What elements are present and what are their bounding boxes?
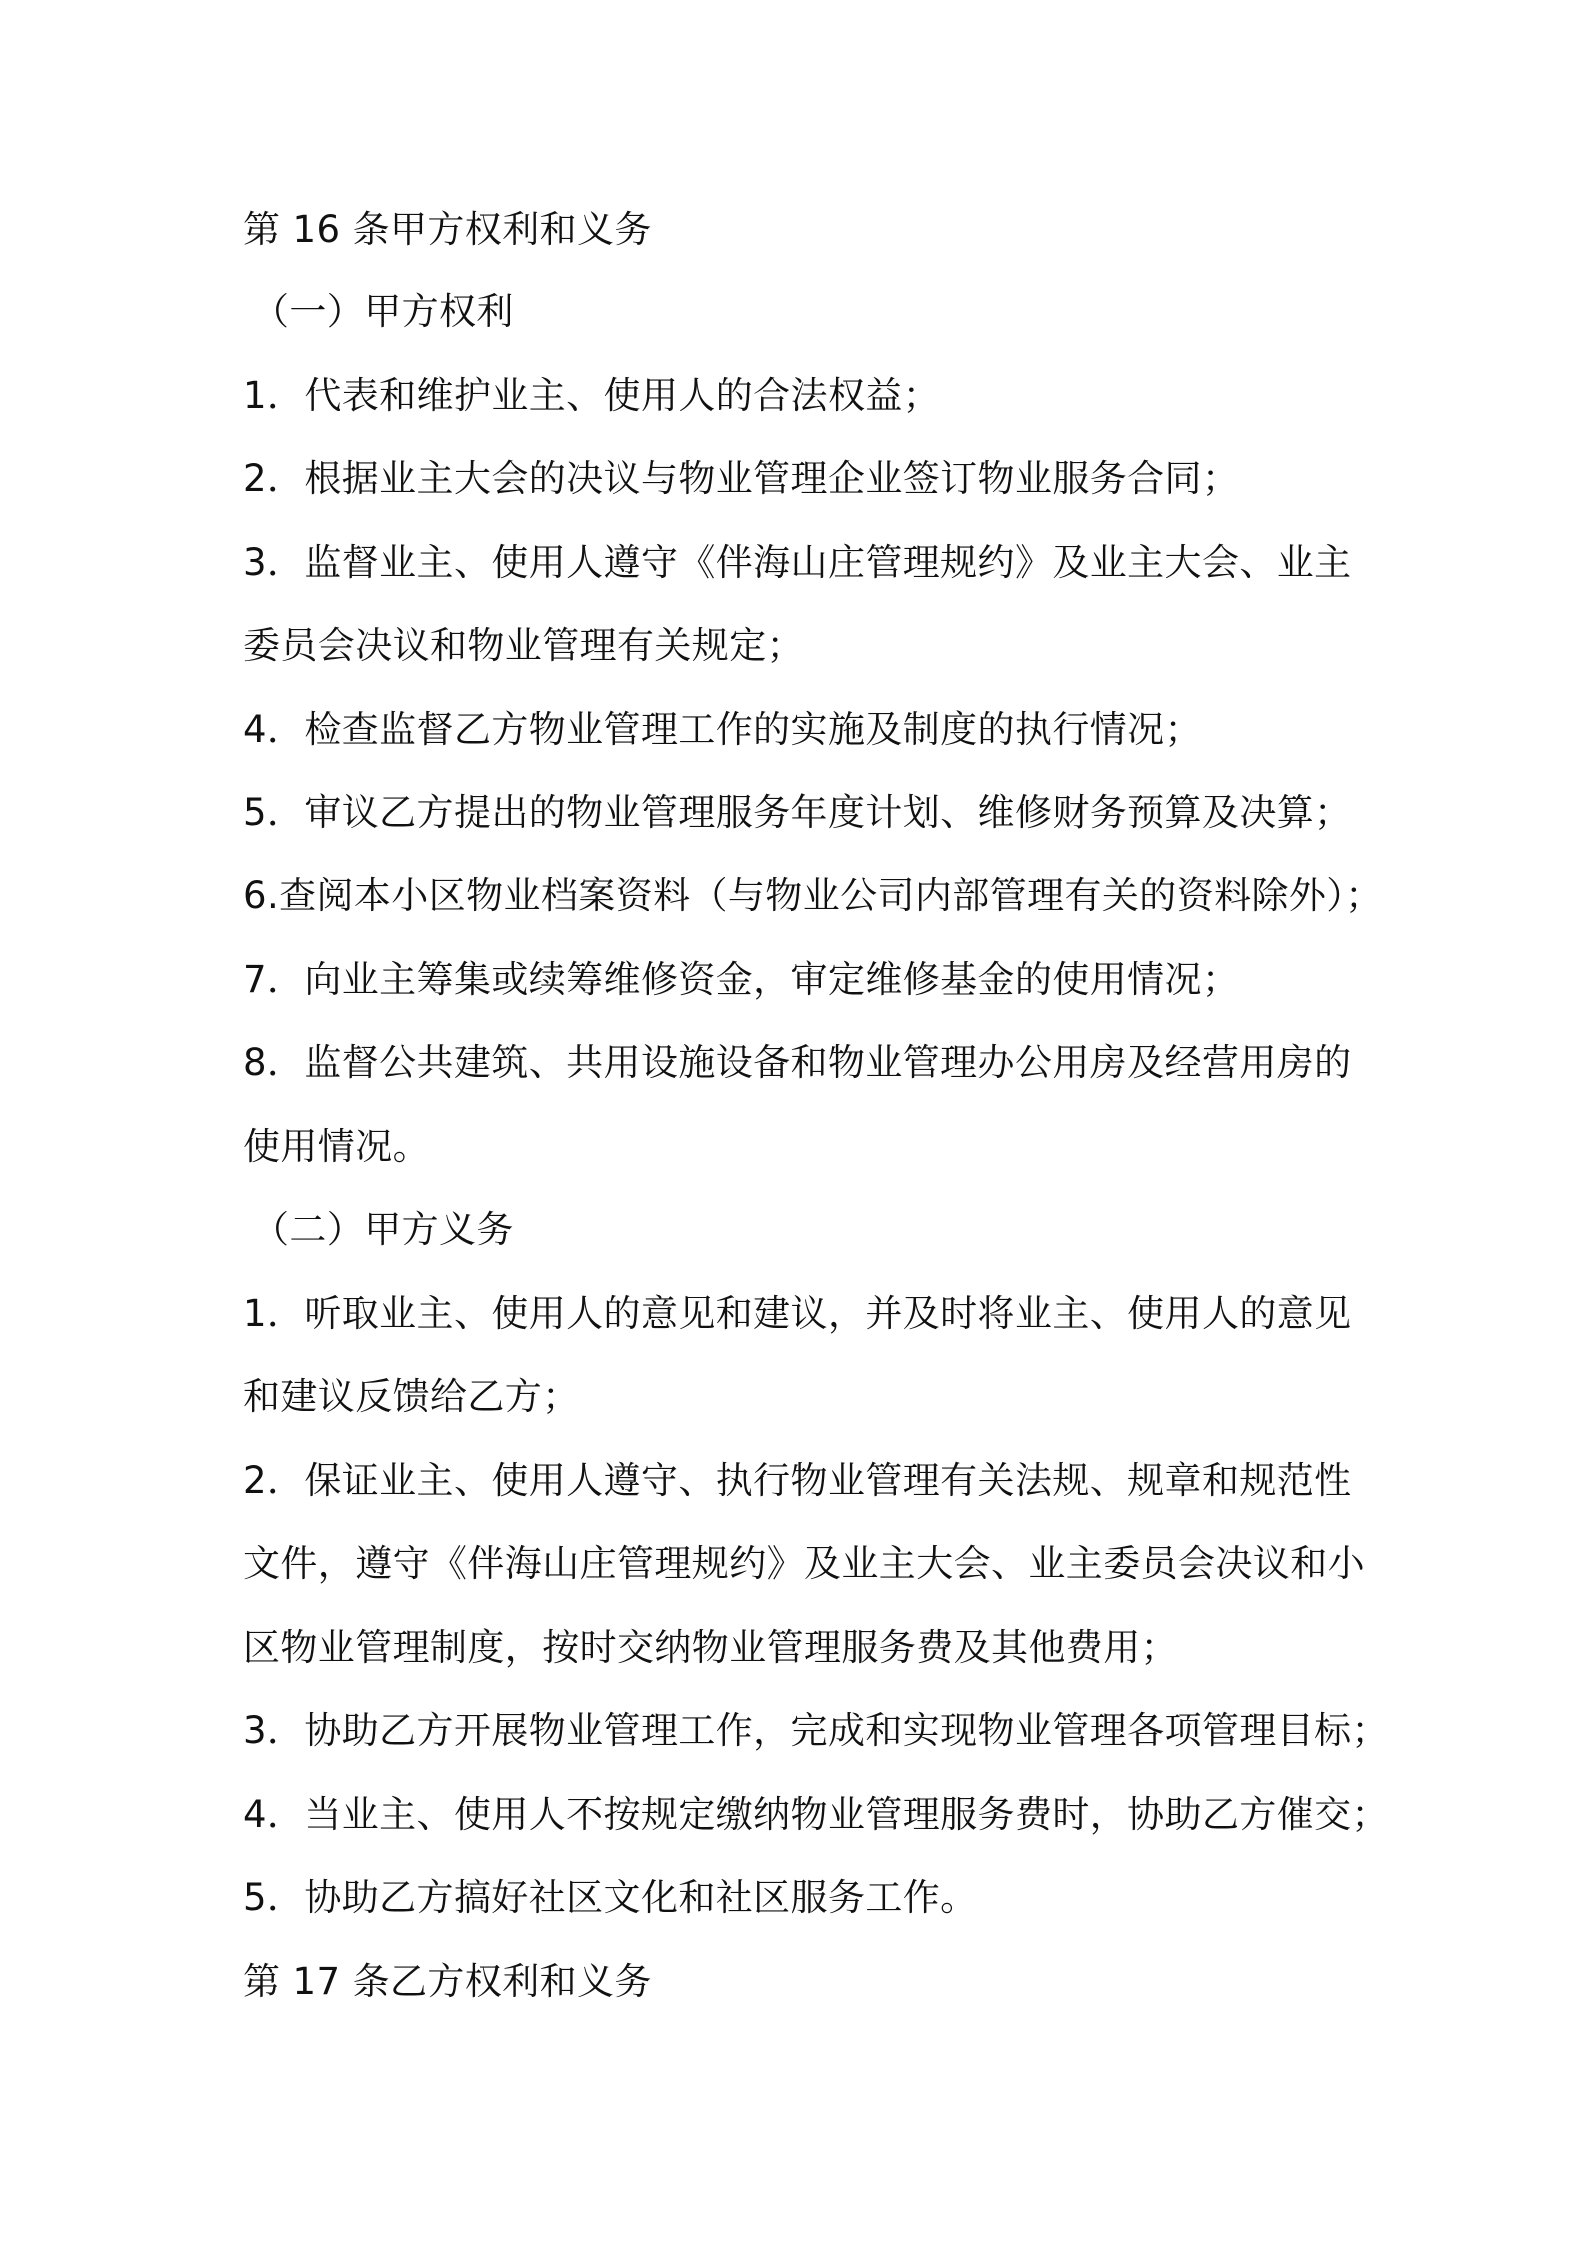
section-duties-heading: （二）甲方义务 bbox=[252, 1208, 514, 1251]
rights-line-5: 4．检查监督乙方物业管理工作的实施及制度的执行情况； bbox=[243, 708, 1202, 751]
rights-line-10: 使用情况。 bbox=[243, 1125, 430, 1168]
duties-line-6: 3．协助乙方开展物业管理工作，完成和实现物业管理各项管理目标； bbox=[243, 1709, 1389, 1752]
duties-line-3: 2．保证业主、使用人遵守、执行物业管理有关法规、规章和规范性 bbox=[243, 1459, 1352, 1502]
article-16-title: 第 16 条甲方权利和义务 bbox=[243, 208, 652, 251]
rights-line-8: 7．向业主筹集或续筹维修资金，审定维修基金的使用情况； bbox=[243, 958, 1240, 1001]
rights-line-2: 2．根据业主大会的决议与物业管理企业签订物业服务合同； bbox=[243, 457, 1240, 500]
duties-line-7: 4．当业主、使用人不按规定缴纳物业管理服务费时，协助乙方催交； bbox=[243, 1793, 1389, 1836]
duties-line-5: 区物业管理制度，按时交纳物业管理服务费及其他费用； bbox=[243, 1626, 1178, 1669]
rights-line-3: 3．监督业主、使用人遵守《伴海山庄管理规约》及业主大会、业主 bbox=[243, 541, 1352, 584]
article-17-title: 第 17 条乙方权利和义务 bbox=[243, 1960, 652, 2003]
rights-line-6: 5．审议乙方提出的物业管理服务年度计划、维修财务预算及决算； bbox=[243, 791, 1352, 834]
duties-line-1: 1．听取业主、使用人的意见和建议，并及时将业主、使用人的意见 bbox=[243, 1292, 1352, 1335]
duties-line-4: 文件，遵守《伴海山庄管理规约》及业主大会、业主委员会决议和小 bbox=[243, 1542, 1365, 1585]
rights-line-9: 8．监督公共建筑、共用设施设备和物业管理办公用房及经营用房的 bbox=[243, 1041, 1352, 1084]
rights-line-7: 6.查阅本小区物业档案资料（与物业公司内部管理有关的资料除外）； bbox=[243, 874, 1383, 917]
rights-line-4: 委员会决议和物业管理有关规定； bbox=[243, 624, 804, 667]
rights-line-1: 1．代表和维护业主、使用人的合法权益； bbox=[243, 374, 941, 417]
duties-line-2: 和建议反馈给乙方； bbox=[243, 1375, 580, 1418]
section-rights-heading: （一）甲方权利 bbox=[252, 290, 514, 333]
duties-line-8: 5．协助乙方搞好社区文化和社区服务工作。 bbox=[243, 1876, 978, 1919]
